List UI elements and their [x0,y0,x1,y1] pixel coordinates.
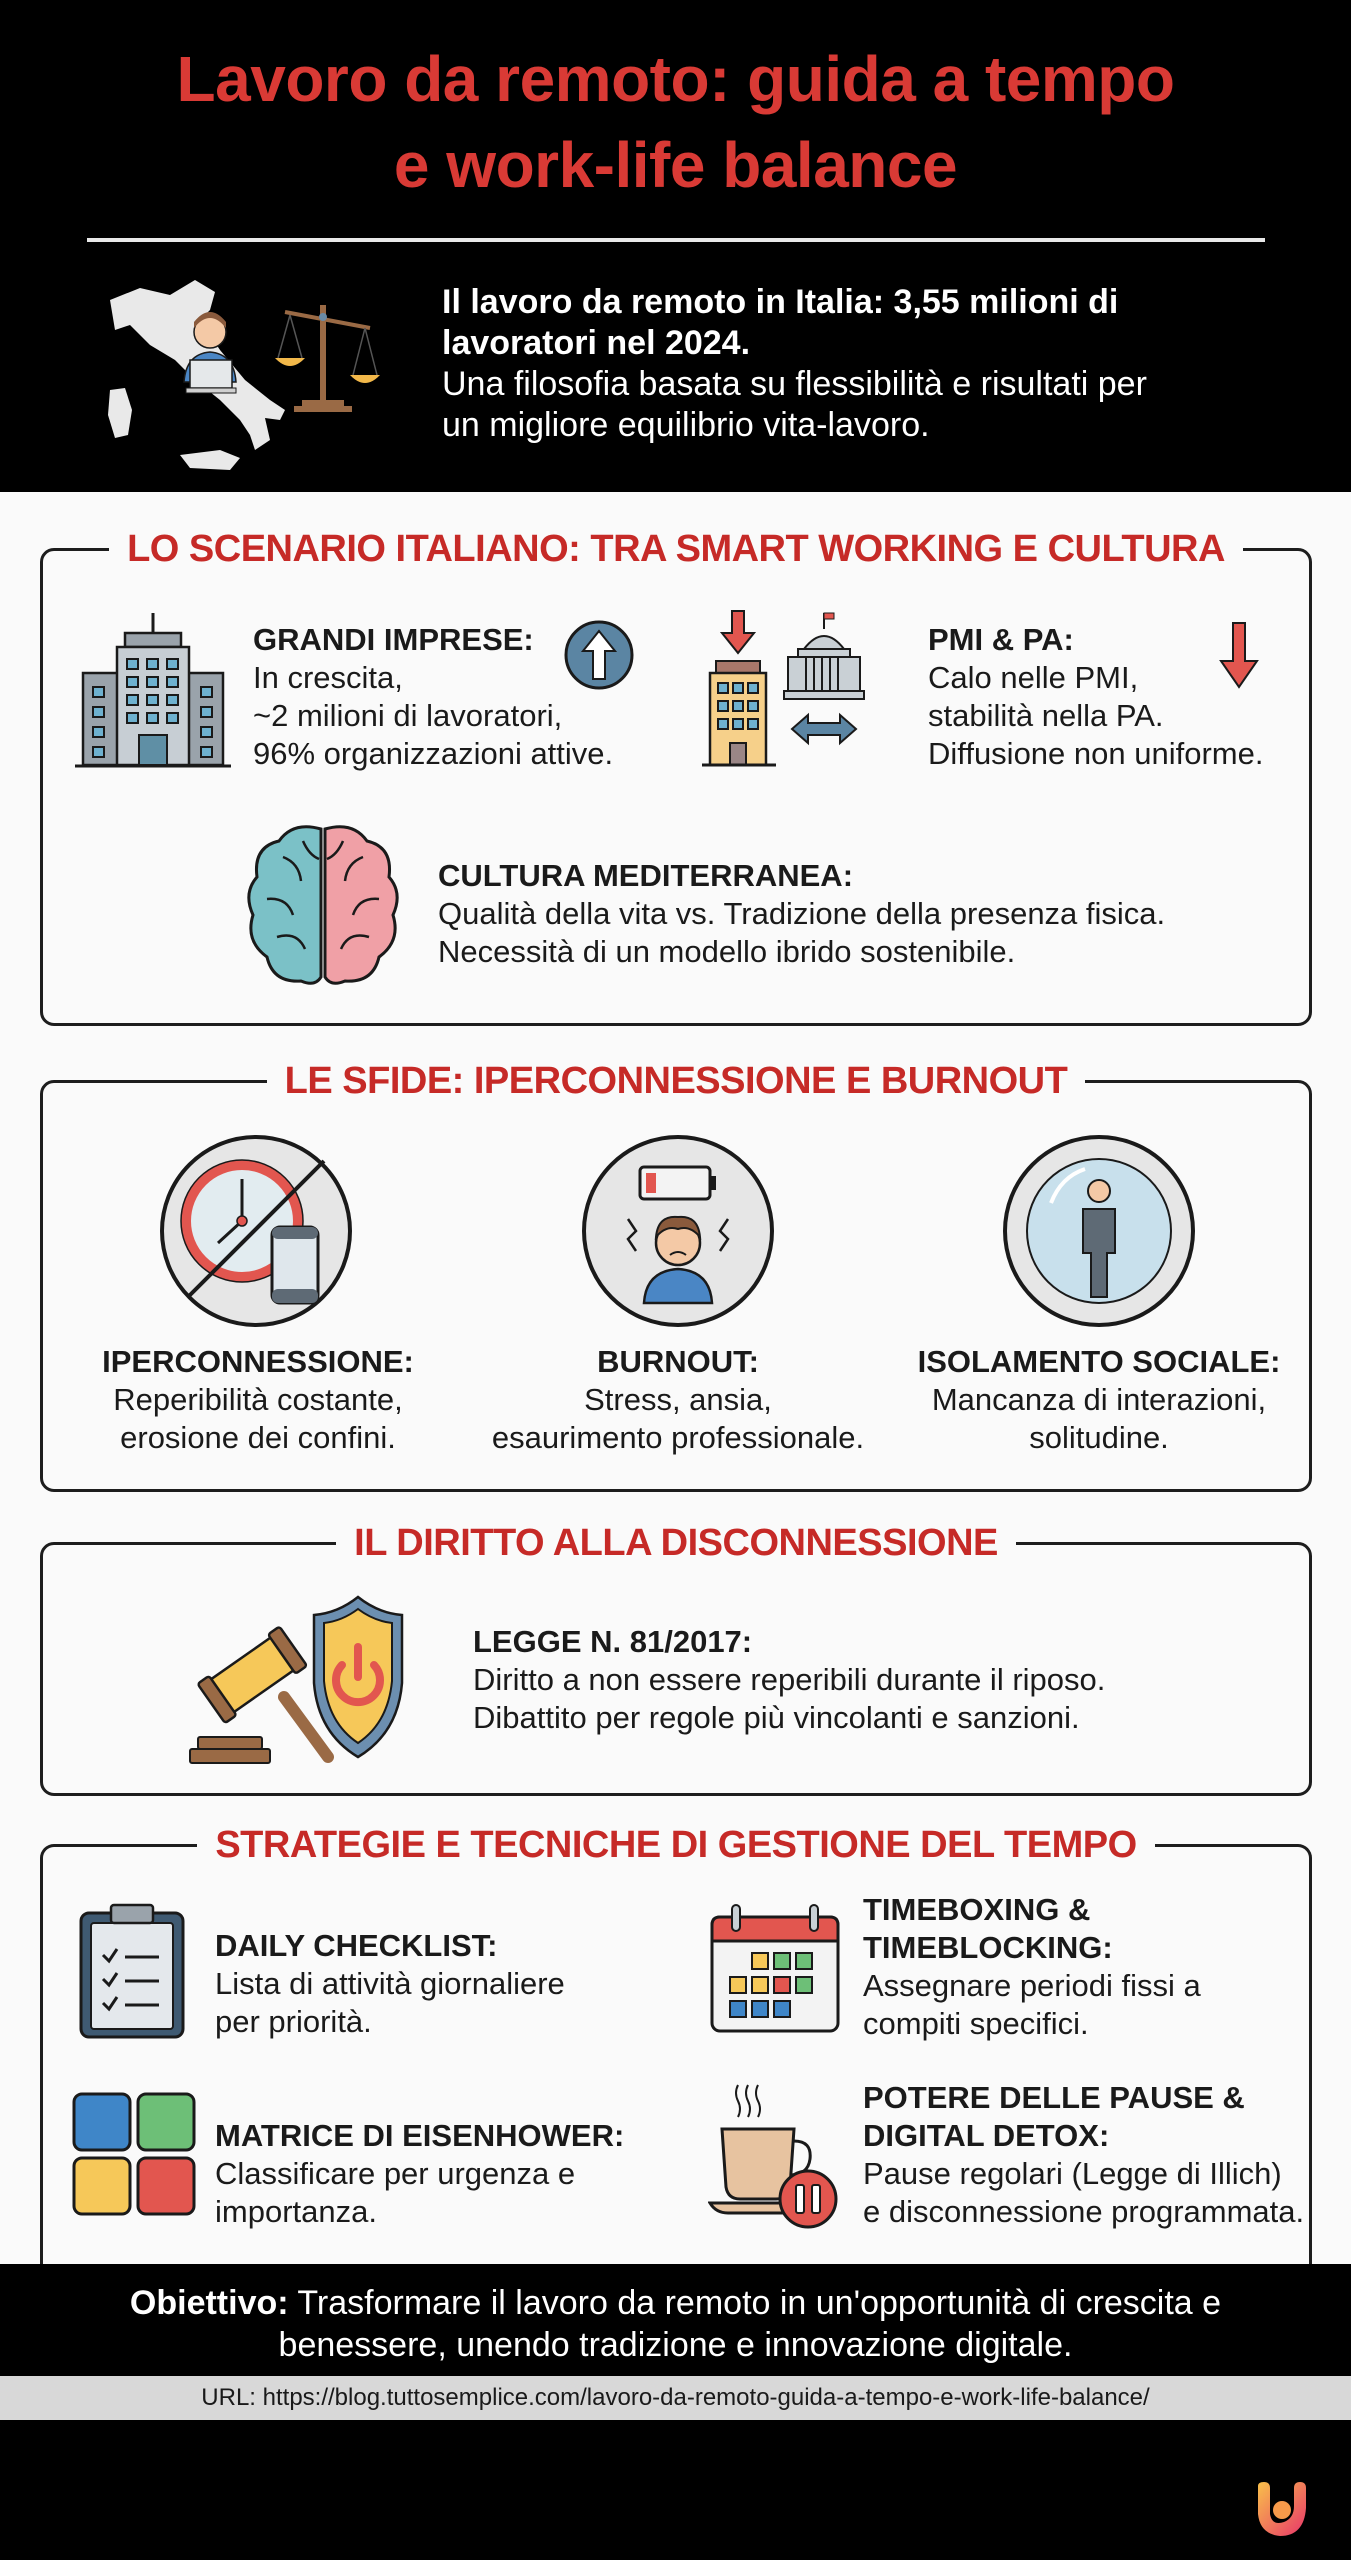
gavel-shield-icon [188,1593,438,1768]
challenge-item-burnout: BURNOUT: Stress, ansia, esaurimento professionale. [491,1344,865,1455]
page-title [0,36,1351,208]
title-line-2: e work-life balance [393,129,958,201]
diritto-panel-title: IL DIRITTO ALLA DISCONNESSIONE [43,1515,1309,1571]
scenario-panel-title: LO SCENARIO ITALIANO: TRA SMART WORKING E CULTURA [43,521,1309,577]
coffee-pause-icon [708,2079,838,2229]
calendar-icon [708,1903,842,2035]
isolated-person-bubble-icon [1001,1133,1197,1329]
clipboard-checklist-icon [77,1901,187,2041]
strategie-panel [40,1824,1312,2284]
no-clock-phone-icon [158,1133,354,1329]
pmi-pa-buildings-icon [698,609,898,769]
pmi-pa-block: PMI & PA: Calo nelle PMI, stabilità nella PA. Diffusione non uniforme. [928,621,1308,773]
strategy-item-timeboxing: TIMEBOXING & TIMEBLOCKING: Assegnare periodi fissi a compiti specifici. [863,1892,1201,2041]
arrow-down-icon [1219,621,1259,691]
stressed-person-battery-icon [580,1133,776,1329]
header [0,0,1351,492]
strategy-item-pause: POTERE DELLE PAUSE & DIGITAL DETOX: Pause regolari (Legge di Illich) e disconnessione programmata. [863,2080,1305,2229]
intro-line-3: Una filosofia basata su flessibilità e risultati per [442,365,1147,403]
cultura-title: CULTURA MEDITERRANEA: [438,858,854,893]
objective-band: Obiettivo: Trasformare il lavoro da remoto in un'opportunità di crescita e benessere, unendo tradizione e innovazione digitale. [0,2264,1351,2376]
cultura-block: CULTURA MEDITERRANEA: Qualità della vita vs. Tradizione della presenza fisica. Necessità di un modello ibrido sostenibile. [438,857,1258,971]
office-building-icon [73,611,233,771]
challenge-item-iperconnessione: IPERCONNESSIONE: Reperibilità costante, erosione dei confini. [102,1344,414,1455]
intro-illustration [80,270,410,480]
scenario-panel [40,528,1312,1026]
brain-icon [243,821,403,991]
bottom-bar [0,2420,1351,2560]
law-title: LEGGE N. 81/2017: [473,1624,753,1659]
objective-label: Obiettivo: [129,2284,289,2322]
grandi-imprese-title: GRANDI IMPRESE: [253,622,534,657]
pmi-pa-title: PMI & PA: [928,622,1074,657]
header-divider [87,238,1265,242]
challenge-item-isolamento: ISOLAMENTO SOCIALE: Mancanza di interazioni, solitudine. [917,1344,1281,1455]
strategy-item-eisenhower: MATRICE DI EISENHOWER: Classificare per urgenza e importanza. [215,2118,625,2229]
law-block: LEGGE N. 81/2017: Diritto a non essere reperibili durante il riposo. Dibattito per regole più vincolanti e sanzioni. [473,1623,1273,1737]
main-content [0,492,1351,2264]
intro-headline-1: Il lavoro da remoto in Italia: 3,55 milioni di [442,283,1119,321]
eisenhower-matrix-icon [71,2091,197,2217]
sfide-panel [40,1060,1312,1492]
arrow-up-circle-icon [563,619,635,691]
strategie-panel-title: STRATEGIE E TECNICHE DI GESTIONE DEL TEMPO [43,1817,1309,1873]
source-url: URL: https://blog.tuttosemplice.com/lavoro-da-remoto-guida-a-tempo-e-work-life-balance/ [0,2376,1351,2420]
diritto-panel [40,1522,1312,1796]
sfide-panel-title: LE SFIDE: IPERCONNESSIONE E BURNOUT [43,1053,1309,1109]
intro-headline-2: lavoratori nel 2024. [442,324,751,362]
title-line-1: Lavoro da remoto: guida a tempo [176,43,1175,115]
grandi-imprese-block: GRANDI IMPRESE: In crescita, ~2 milioni di lavoratori, 96% organizzazioni attive. [253,621,653,773]
balance-scale-icon [275,305,380,412]
intro-line-4: un migliore equilibrio vita-lavoro. [442,406,930,444]
strategy-item-daily-checklist: DAILY CHECKLIST: Lista di attività giornaliere per priorità. [215,1928,565,2039]
brand-logo-icon [1250,2480,1310,2540]
intro-text [442,282,1302,446]
